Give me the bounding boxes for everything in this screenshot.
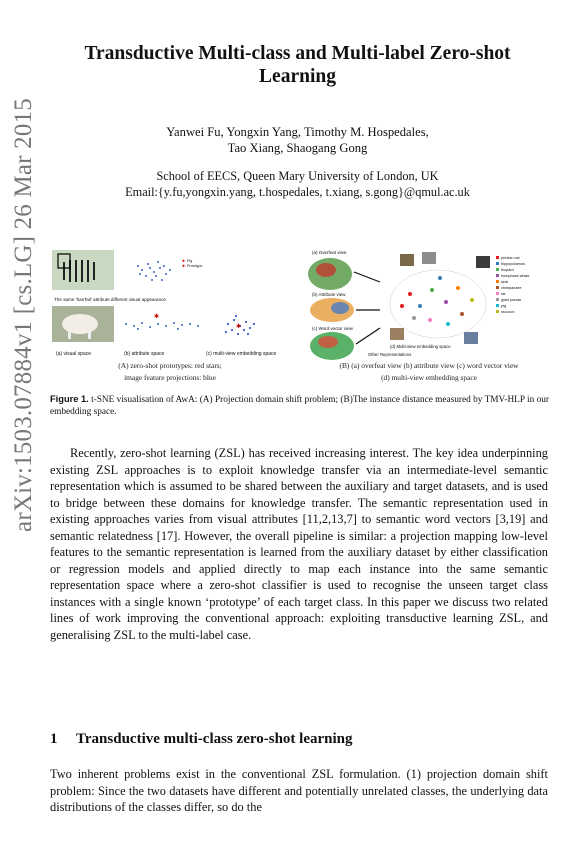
subcaption-right-line-1: (B) (a) overfeat view (b) attribute view (c) word vector view <box>339 361 519 370</box>
figure-caption-label: Figure 1. <box>50 394 89 404</box>
section-heading <box>50 731 548 748</box>
multiview-embedding-label: (d) Multi-view embedding space <box>390 344 451 349</box>
svg-text:rat: rat <box>501 292 506 296</box>
svg-text:✱: ✱ <box>182 264 186 268</box>
figure-caption-text: t-SNE visualisation of AwA: (A) Projection domain shift problem; (B)The instance distance measured by TMV-HLP in our embedding space. <box>50 395 549 417</box>
section-title: Transductive multi-class zero-shot learning <box>76 731 353 747</box>
arxiv-identifier: arXiv:1503.07884v1 [cs.LG] 26 Mar 2015 <box>10 98 37 532</box>
svg-text:✱: ✱ <box>182 259 186 263</box>
word-view-label: (c) Word vector view <box>312 326 353 331</box>
animal-thumb-5 <box>464 332 478 344</box>
svg-text:persian cat: persian cat <box>501 256 520 260</box>
section-paragraph: Two inherent problems exist in the conventional ZSL formulation. (1) projection domain shift problem: Since the two datasets have different and potentially unrelated classes, the underlying data distributions of the classes differ, so do the <box>50 767 548 814</box>
animal-thumb-1 <box>400 254 414 266</box>
figure-1 <box>50 244 558 384</box>
svg-text:✱: ✱ <box>154 314 160 320</box>
intro-paragraph: Recently, zero-shot learning (ZSL) has received increasing interest. The key idea underpinning existing ZSL approaches is to exploit knowledge transfer via an intermediate-level semantic representation which is assumed to be shared between the auxiliary and target datasets, and is used to bridge between these domains for knowledge transfer. The semantic representation used in existing approaches varies from visual attributes [11,2,13,7] to semantic word vectors [3,19] and semantic relatedness [17]. However, the overall pipeline is similar: a projection mapping low-level features to the semantic representation is learned from the auxiliary dataset by either classification or regression models and applied directly to map each instance into the same semantic representation space where a zero-shot classifier is used to recognise the unseen target class instances with a single known ‘prototype’ of each target class. In this paper we discuss two related lines of work improving the conventional approach: exploiting transductive learning ZSL, and generalising ZSL to the multi-label case. <box>50 446 548 642</box>
animal-thumb-4 <box>390 328 404 340</box>
callout-text: The same 'hasTail' attribute different visual appearance <box>54 297 166 302</box>
legend-pig: Pig <box>187 259 193 263</box>
paper-title: Transductive Multi-class and Multi-label Zero-shot Learning <box>84 43 511 87</box>
animal-thumb-3 <box>476 256 490 268</box>
authors-line-1: Yanwei Fu, Yongxin Yang, Timothy M. Hospedales, <box>166 125 429 139</box>
subcaption-left <box>70 360 270 384</box>
visual-space-label: (a) visual space <box>56 351 92 357</box>
authors-line-2: Tao Xiang, Shaogang Gong <box>227 141 368 155</box>
section-number: 1 <box>50 731 58 747</box>
multiview-space-label: (c) multi-view embedding space <box>206 351 277 357</box>
class-legend <box>496 256 530 314</box>
svg-text:pig: pig <box>501 304 507 308</box>
multiview-embedding-scatter <box>390 270 486 338</box>
authors <box>60 124 535 156</box>
legend-prototype: Prototype <box>187 264 203 268</box>
affiliation: School of EECS, Queen Mary University of London, UK <box>156 169 439 183</box>
svg-text:seal: seal <box>501 280 508 284</box>
figure-caption <box>50 393 558 418</box>
svg-text:leopard: leopard <box>501 268 514 272</box>
svg-text:hippopotamus: hippopotamus <box>501 262 525 266</box>
other-representations-label: Other Representations <box>368 352 412 357</box>
affiliation-block <box>60 168 535 200</box>
subcaption-left-line-1: (A) zero-shot prototypes: red stars; <box>118 361 222 370</box>
svg-text:giant panda: giant panda <box>501 298 521 302</box>
svg-text:✱: ✱ <box>236 324 242 330</box>
overfeat-view-label: (a) Overfeat view <box>312 250 347 255</box>
subcaption-right <box>300 360 558 384</box>
email: Email:{y.fu,yongxin.yang, t.hospedales, t.xiang, s.gong}@qmul.ac.uk <box>125 185 470 199</box>
attribute-space-label: (b) attribute space <box>124 351 165 357</box>
svg-text:raccoon: raccoon <box>501 310 515 314</box>
svg-text:chimpanzee: chimpanzee <box>501 286 522 290</box>
attribute-scatter-bottom <box>125 322 199 330</box>
attribute-scatter-top <box>137 261 171 281</box>
subcaption-right-line-2: (d) multi-view embedding space <box>381 373 477 382</box>
attribute-view-label: (b) Attribute view <box>312 292 346 297</box>
subcaption-left-line-2: image feature projections: blue <box>124 373 216 382</box>
svg-text:humpback whale: humpback whale <box>501 274 530 278</box>
animal-thumb-2 <box>422 252 436 264</box>
